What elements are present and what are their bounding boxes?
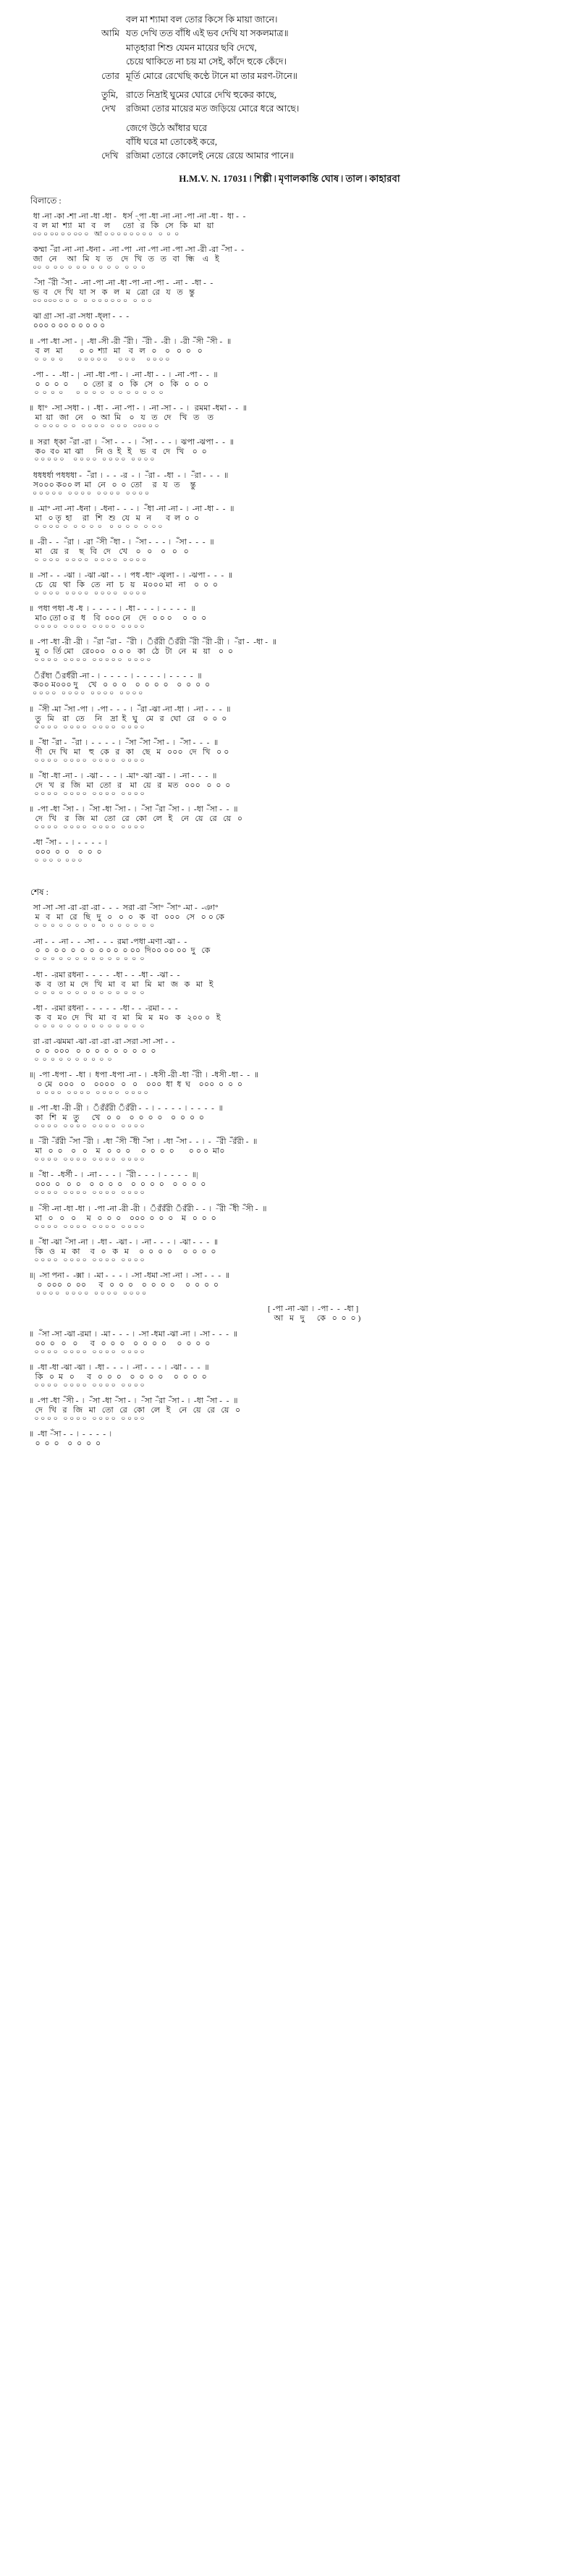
notation-block — [29, 212, 550, 239]
notation-row-swara: ॥ সরা ধ্কা -ঁরা -রা ৷ -ঁসা - - - ৷ -ঁসা - - - ৷ ঝপা -ঝপা - - ॥ — [29, 437, 234, 447]
notation-block — [29, 605, 550, 631]
verse-gap — [101, 117, 478, 122]
notation-row-beat: ০ ০ ০ ০ ০ ০ ০ ০ ০ ০ ০ ০ ০ ০ ০ ০ — [29, 556, 147, 564]
verse-line-text: রাতে নিদ্রাই ঘুমের ঘোরে দেখি হুকের কাছে, — [126, 89, 277, 100]
notation-row-swara: -পা - - -ধা - | -না -ধা -পা - ৷ -না -ধা - - ৷ -না -পা - - ॥ — [29, 371, 218, 380]
verse-line-text: মূর্তি মোরে রেখেছি কণ্ঠে টানে মা তার মরণ-টানে॥ — [126, 70, 297, 81]
notation-row-beat: ০ ০ ০ ০ ০ ০ ০ ০ ০ ০ ০ ০ ০ ০ ০ ০ — [29, 1348, 145, 1356]
notation-row-beat: ০ ০ ০ ০ ০ ০ ০ ০ ০ ০ ০ ০ ০ ০ ০ — [29, 922, 155, 930]
notation-row-swara: ॥ ধা° -সা -সধা - ৷ -ধা - -না -পা - ৷ -না -সা - - ৷ রমমা -ধমা - - ॥ — [29, 404, 248, 413]
notation-row-swara: ॥ পধা পধা -ধ -ধ ৷ - - - - ৷ -ধা - - - ৷ - - - - ॥ — [29, 605, 195, 614]
notation-block — [29, 1330, 550, 1357]
notation-block — [29, 438, 550, 465]
notation-row-swara: সা -সা -সা -রা -রা -রা - - - সরা -রা -ঁসা° -ঁসা° -মা - -ঞা° — [29, 904, 219, 913]
notation-row-beat: ০ ০ ০ ০ ০ ০ ০ ০ ০ ০ ০ ০ ০ ০ ০ — [29, 390, 164, 397]
notation-row-beat: ০ ০ ০ ০ ০ ০ ০ ০ ০ ০ ০ ০ ০ ০ ০ ০ ০ — [29, 489, 150, 497]
notation-row-lyric: মা০ তো ০ র ধ বি ০০০ নে দে ০ ০ ০ ০ ০ ০ — [29, 614, 207, 623]
notation-row-beat: ০০ ০ ০ ০ ০ ০ ০ ০ ০ ০ ০ ০ ০ ০ — [29, 264, 145, 272]
notation-block — [29, 1430, 550, 1449]
notation-row-beat: ০ ০ ০ ০ ০ ০ ০ ০ ০ ০ ০ ০ ০ ০ — [29, 989, 145, 997]
notation-block — [29, 705, 550, 732]
notation-block — [29, 938, 550, 964]
notation-row-lyric: কি ও ম কা ব ০ ক ম ০ ০ ০ ০ ০ ০ ০ ০ — [29, 1247, 216, 1256]
notation-row-beat: ০ ০ ০ ০ ০ ০ ০ ০ ০ ০ ০ ০ ০ ০ ০ ০ — [29, 1090, 148, 1097]
verse-line-text: বাঁধি ঘরে মা তোকেই করে, — [126, 137, 217, 147]
verse-line-lead: আমি — [101, 28, 120, 39]
notation-block — [29, 971, 550, 998]
notation-row-swara: ॥ -ঁসা -সা -ঝা -রমা ৷ -মা - - - ৷ -সা -ধমা -ঝা -না ৷ -সা - - - ॥ — [29, 1329, 238, 1339]
notation-row-beat: ০ ০ ০ ০ ০ ০ ০ ০ ০ ০ ০ ০ ০ ০ ০ ০ — [29, 590, 147, 598]
notation-row-lyric: দে খি র জি মা তো রে কো লে ই নে য়ে রে য়ে ০ — [29, 815, 243, 824]
notation-row-bracket2: আ ম দু কে ০ ০ ০ ) — [268, 1314, 361, 1323]
notation-row-lyric: দে খ র জি মা তো র মা য়ে র মত ০০০ ০ ০ ০ — [29, 780, 231, 790]
verse-line-text: যত দেখি তত বাঁধি এই ভব দেখি যা সকলমাত্র॥ — [126, 28, 289, 39]
notation-row-lyric: মা ০ ০ ০ ০ ম ০ ০ ০ ০ ০ ০ ০ ০ ০ ০ মা০ — [29, 1147, 225, 1156]
notation-row-beat: ০ ০ ০ ০ ০ ০ ০ ০ ০ ০ ০ ০ ০ ০ — [29, 956, 145, 964]
notation-row-swara: ॥ -ঁরী -ঁরঁরী -ঁসা -ঁরী ৷ -ধা -ঁসী -ঁধী -ঁসা ৷ -ধা -ঁসা - - ৷ - -ঁরী -ঁরঁরী - ॥ — [29, 1137, 258, 1147]
verse-line-text: রজিমা তোর মায়ের মত জড়িয়ে মোরে ধরে আছে। — [126, 104, 300, 114]
notation-row-lyric: কা শি ম তু খে ০ ০ ০ ০ ০ ০ ০ ০ ০ ০ — [29, 1114, 205, 1123]
notation-row-lyric: ০০০ ০ ০ ০ ০ ০ — [29, 848, 102, 857]
verse-line-lead — [101, 13, 126, 27]
notation-row-beat: ০ ০ ০ ০ ০ ০ ০ ০ ০ ০ ০ ০ ০ ০ ০ ০ — [29, 1382, 145, 1390]
notation-row-swara: -ধা - -রমা রধনা - - - - -ধা - - -ধা - -ঝা - - — [29, 970, 180, 980]
song-lyrics — [101, 13, 478, 164]
notation-row-beat: ০০ ০ ০০ ০ ০ ০০ ০ আ ০ ০ ০ ০ ০ ০ ০ ০ ০ ০ ০ — [29, 230, 179, 238]
notation-row-lyric: ব ল মা ০ ০ শ্যা মা ব ল ০ ০ ০ ০ ০ — [29, 347, 203, 356]
verse-line-text: চেয়ে থাকিতে না চয় মা সেই, কাঁদে হুকে কেঁদে। — [126, 56, 287, 67]
verse-line — [101, 41, 478, 55]
notation-row-lyric: মু ০ র্তি মো রে০০০ ০ ০ ০ কা ঠে টা নে ম য়া ০ ০ — [29, 647, 234, 657]
notation-row-beat: ০ ০ ০ ০ ০ ০ ০ ০ ০ ০ ০ ০ ০ ০০০ ০ ০ — [29, 423, 159, 431]
notation-row-beat: ০ ০ ০ ০ ০ ০ ০ ০ ০ ০ ০ ০ ০ ০ — [29, 1022, 145, 1030]
notation-row-beat: ০ ০ ০ ০ ০ ০ ০ ০ ০ ০ ০ ০ ০ ০ ০ ০ ০ — [29, 657, 151, 665]
notation-block — [29, 904, 550, 930]
notation-row-lyric: তু মি রা তে নি দ্রা ই ঘু মে র ঘো রে ০ ০ ০ — [29, 714, 227, 723]
notation-block — [29, 1071, 550, 1098]
notation-part-one — [29, 212, 550, 866]
notation-row-swara: ॥| -সা পনা - -ক্সা ৷ -মা - - - ৷ -সা -ধমা -সা -না ৷ -সা - - - ॥ — [29, 1271, 230, 1280]
notation-row-lyric: কি ০ ম ০ ব ০ ০ ০ ০ ০ ০ ০ ০ ০ ০ ০ — [29, 1373, 207, 1382]
verse-line-lead — [101, 135, 126, 149]
verse-line — [101, 102, 478, 116]
notation-block — [29, 1137, 550, 1164]
verse-line — [101, 70, 478, 83]
notation-block — [29, 371, 550, 397]
notation-block — [29, 312, 550, 331]
notation-row-swara: -ধা -ঁসা - - ৷ - - - - ৷ — [29, 838, 107, 848]
notation-row-swara: কম্মা -ঁরা -না -না -ধনা - -না -পা -না -পা -না -পা -সা -রী -রা -ঁসা - - — [29, 245, 245, 254]
notation-row-swara: ॥ -পা -ধা -রী -রী ৷ -ঁরা -ঁরা - -ঁরী ৷ ঁরঁরী ঁরঁরী -ঁরী -ঁরী -রী ৷ -ঁরা - -ধা - ॥ — [29, 638, 277, 647]
notation-row-lyric: ০০০ ০ ০ ০ ০ ০ ০ ০ ০ ০ ০ ০ ০ ০ ০ ০ — [29, 1180, 206, 1190]
notation-block — [29, 672, 550, 699]
notation-row-swara: ॥ -পা -ধা -রী -রী ৷ ঁরঁরঁরী ঁরঁরী - - ৷ - - - - ৷ - - - - ॥ — [29, 1104, 223, 1114]
notation-row-lyric: ক ব ম০ দে খি মা ব মা মি ম ম০ ক ২০০ ০ ই — [29, 1013, 221, 1022]
notation-row-swara: -ঁসা -ঁরী -ঁসা - -না -পা -না -ধা -পা -না -পা - -না - -ধা - - — [29, 279, 214, 288]
notation-row-swara: ॥ -ঁধা -ঝা -ঁসা -না ৷ -ধা - -ঝা - ৷ -না - - - ৷ -ঝা - - - ॥ — [29, 1237, 219, 1247]
notation-row-beat: ০ ০ ০ ০ ০ ০ ০ ০ ০ ০ ০ ০ ০ ০ ০ ০ — [29, 623, 145, 631]
verse-line-text: জেগে উঠে আঁধার ঘরে — [126, 122, 207, 133]
notation-row-swara: ॥ -রী - - -ঁরা ৷ -রা -ঁসী -ঁধা - ৷ -ঁসা - - - ৷ -ঁসা - - - ॥ — [29, 537, 214, 547]
notation-row-beat: ০ ০ ০ ০ ০ ০ ০ ০ ০ ০ ০ ০ ০ ০ ০ ০ — [29, 757, 145, 765]
verse-gap — [101, 83, 478, 88]
notation-row-lyric: ক ব তা ম দে খি মা ব মা মি মা জ ক মা ই — [29, 980, 214, 989]
notation-block — [29, 772, 550, 799]
notation-row-lyric: ০ ০ ০ ০ ০ ০ ০ ০ ০ ০ ০ ০০ দি০০ ০০ ০০ দু কে — [29, 946, 211, 956]
notation-row-lyric: দে খি র জি মা তো রে কো লে ই নে য়ে রে য়ে ০ — [29, 1406, 241, 1415]
notation-row-lyric: মা য়া জা নে ০ আ মি ০ য ত দে খি ত ত — [29, 413, 214, 423]
notation-row-beat: ০ ০ ০ ০ ০ ০ ০ ০ ০ ০ ০ ০ ০ ০ ০ ০ — [29, 1289, 147, 1297]
notation-row-beat: ০ ০ ০ ০ ০ ০ ০ ০ ০ ০ ০ ০ ০ ০ ০ ০ — [29, 1415, 145, 1423]
notation-row-swara: ॥ -ঁধা -ঁরা - -ঁরা ৷ - - - - ৷ -ঁসা -ঁসা -ঁসা - ৷ -ঁসা - - - ॥ — [29, 738, 219, 747]
notation-row-swara: ধধধর্ধা পধধধা - -ঁরা ৷ - - -র - ৷ -ঁরা - -ধা - ৷ -ঁরা - - - ॥ — [29, 471, 229, 480]
notation-row-swara: ॥ -ঁধা -ধা -না - ৷ -ঝা - - - ৷ -মা° -ঝা -ঝা - ৷ -না - - - ॥ — [29, 771, 217, 780]
notation-row-swara: ॥ -পা -ধা -ঁসা - ৷ -ঁসা -ধা -ঁসা - ৷ -ঁসা -ঁরা -ঁসা - ৷ -ধা -ঁসা - - ॥ — [29, 805, 238, 815]
notation-row-swara: ॥ -ঁসী -মা -ঁসা -পা ৷ -পা - - - ৷ -ঁরা -ঝা -না -ধা ৷ -না - - - ॥ — [29, 704, 231, 714]
verse-line — [101, 88, 478, 102]
notation-row-lyric: ০ ০ ০ ০ ০ তো র ০ কি সে ০ কি ০ ০ ০ — [29, 380, 209, 390]
section-label-antara: শেষ : — [30, 887, 48, 898]
notation-block — [29, 1037, 550, 1064]
notation-block — [29, 337, 550, 364]
notation-row-swara: ॥ -মা° -না -না -ধনা ৷ -ধনা - - - ৷ -ঁধা -না -না - ৷ -না -ধা - - ॥ — [29, 504, 234, 513]
notation-block — [29, 505, 550, 531]
notation-block — [29, 1104, 550, 1131]
verse-line-lead: দেখ — [101, 104, 116, 114]
notation-row-lyric: ক০০ ম০০০ দু খে ০ ০ ০ ০ ০ ০ ০ ০ ০ ০ ০ — [29, 681, 211, 690]
verse-line-text: বল মা শ্যামা বল তোর কিসে কি মায়া জানে। — [126, 14, 278, 25]
notation-row-beat: ০ ০ ০ ০ ০ ০ ০ ০ ০ ০ ০ ০ ০ ০ ০ ০ — [29, 1156, 145, 1164]
notation-block — [29, 245, 550, 272]
notation-row-lyric: ণী দে খি মা হু কে র কা ছে ম ০০০ দে খি ০ ০ — [29, 747, 229, 757]
verse-line — [101, 27, 478, 41]
notation-block — [29, 1305, 550, 1323]
notation-row-lyric: মা ০ ০ ০ ম ০ ০ ০ ০০০ ০ ০ ০ ম ০ ০ ০ — [29, 1213, 216, 1223]
notation-row-swara: ॥| -পা -ধপা - -ধা ৷ ধপা -ধপা -না - ৷ -ধসী -রী -ধা -ঁরী ৷ -ধসী -ধা - - ॥ — [29, 1071, 259, 1080]
notation-row-beat: ০ ০ ০ ০ ০ ০ ০ ০ ০ ০ — [29, 1056, 112, 1064]
notation-row-beat: ০ ০ ০ ০ ০ ০ ০ ০ ০ ০ ০ ০ ০ ০ ০ ০ — [29, 690, 143, 698]
verse-line-lead — [101, 55, 126, 69]
notation-block — [29, 805, 550, 832]
notation-row-swara: ॥ -পা -ধা -সা - | -ধা -সী -রী -ঁরী ৷ -ঁরী - -রী ৷ -রী -ঁসী -ঁসী - ॥ — [29, 337, 232, 347]
notation-row-bracket: [ -পা -না -ঝা ৷ -পা - - -ধা ] — [268, 1305, 359, 1314]
notation-row-swara: ॥ -ঁধা - -ধর্সী - ৷ -না - - - ৷ -ঁরী - - - ৷ - - - - ॥| — [29, 1171, 198, 1180]
notation-row-beat: ০ ০ ০ ০ ০ ০ ০ ০ ০ ০ ০ ০ ০ ০ ০ ০ ০ — [29, 456, 155, 464]
notation-row-lyric: স০০০ ক০০ ল মা নে ০ ০ তো র য ত ন্তু — [29, 480, 196, 489]
notation-block — [29, 1397, 550, 1423]
notation-row-lyric: ০ ০ ০ ০ ০ ০ ০ — [29, 1439, 101, 1449]
notation-row-swara: ঝা গ্রা -সা -রা -সধা -ধ্লা - - - — [29, 312, 130, 321]
notation-block — [29, 404, 550, 431]
notation-row-beat: ০ ০ ০ ০ ০ ০ ০ ০ ০ ০ ০ ০ ০ ০ ০ ০ — [29, 723, 145, 731]
verse-line — [101, 122, 478, 135]
notation-block — [29, 279, 550, 306]
notation-block — [29, 1171, 550, 1197]
notation-block — [29, 538, 550, 565]
notation-row-beat: ০ ০ ০ ০ ০ ০ ০ ০ ০ ০ ০ ০ ০ ০ ০ ০ — [29, 824, 145, 832]
verse-line-lead: তুমি, — [101, 89, 119, 100]
notation-row-beat: ০ ০ ০ ০ ০ ০ ০ ০ ০ ০ ০ ০ ০ ০ ০ ০ — [29, 1256, 145, 1264]
notation-row-beat: ০ ০ ০ ০ ০ ০ ০ ০ ০ ০ ০ ০ ০ ০ ০ ০ — [29, 1223, 145, 1231]
notation-row-lyric: ০ মে ০০০ ০ ০০০০ ০ ০ ০০০ ধা ধ ঘ ০০০ ০ ০ ০ — [29, 1080, 243, 1090]
notation-row-swara: ॥ -ঁসী -না -ধা -ধা ৷ -পা -না -রী -রী ৷ ঁরঁরঁরী ঁরঁরী - - ৷ -ঁরী -ঁধী -ঁসী - ॥ — [29, 1204, 267, 1213]
verse-line — [101, 13, 478, 27]
verse-line-lead — [101, 41, 126, 55]
notation-row-beat: ০০ ০০০ ০ ০ ০ ০ ০ ০ ০ ০ ০ ০ ০ ০ ০ — [29, 297, 152, 305]
notation-row-swara: ॥ -পা -ধা -ঁসী - ৷ -ঁসা -ধা -ঁসা - ৷ -ঁসা -ঁরা -ঁসা - ৷ -ধা -ঁসা - - ॥ — [29, 1397, 238, 1406]
notation-row-lyric: ০০ ০ ০ ০ ব ০ ০ ০ ০ ০ ০ ০ ০ ০ ০ ০ — [29, 1339, 211, 1348]
notation-row-beat: ০ ০ ০ ০ ০ ০ ০ ০ ০ ০ ০ ০ ০ ০ ০ ০ — [29, 1190, 145, 1197]
verse-line-lead: তোর — [101, 70, 119, 81]
notation-block — [29, 638, 550, 665]
notation-row-lyric: জা নে আ মি য ত দে খি ত ত বা ন্ধি এ ই — [29, 254, 219, 264]
notation-block — [29, 1238, 550, 1265]
verse-line-text: রজিমা তোরে কোলেই নেয়ে রেয়ে আমার পানে॥ — [126, 151, 295, 161]
verse-line-lead: দেখি — [101, 151, 119, 161]
notation-row-lyric: ০ ০ ০০০ ০ ০ ০ ০ ০ ০ ০ ০ ০ — [29, 1046, 156, 1056]
notation-block — [29, 1205, 550, 1232]
notation-row-lyric: মা ০ তৃ হা রা শি শু যে ম ন ব ল ০ ০ — [29, 513, 200, 523]
notation-row-beat: ০ ০ ০ ০ ০ ০ ০ ০ ০ ০ ০ ০ ০ ০ ০ ০ — [29, 356, 170, 364]
notation-block — [29, 1363, 550, 1390]
notation-row-beat: ০ ০ ০ ০ ০ ০ ০ ০ ০ ০ ০ ০ ০ ০ ০ ০ — [29, 523, 163, 531]
notation-row-lyric: ক০ ব০ মা ঝা নি ও ই ই ভ ব দে খি ০ ০ — [29, 447, 207, 456]
verse-line — [101, 135, 478, 149]
notation-part-two — [29, 904, 550, 1449]
notation-row-swara: ঁরঁধা ঁরধঁরী -না - ৷ - - - - ৷ - - - - ৷ - - - - ॥ — [29, 671, 202, 681]
notation-row-beat: ০ ০ ০ ০ ০ ০ ০ ০ ০ ০ ০ ০ ০ ০ ০ ০ — [29, 1123, 145, 1131]
notation-row-lyric: ব ল মা শ্যা মা ব ল তো র কি সে কি মা য়া — [29, 221, 214, 230]
notation-row-swara: ॥ -ধা -ঁসা - - ৷ - - - - ৷ — [29, 1430, 111, 1439]
notation-block — [29, 1004, 550, 1031]
verse-line — [101, 55, 478, 69]
notation-row-lyric: মা য়ে র ছ বি দে খে ০ ০ ০ ০ ০ — [29, 547, 189, 556]
record-header: H.M.V. N. 17031 ৷ শিল্পী ৷ মৃণালকান্তি ঘোষ ৷ তাল ৷ কাহারবা — [179, 172, 400, 184]
notation-row-lyric: ০ ০০০ ০ ০০ ব ০ ০ ০ ০ ০ ০ ০ ০ ০ ০ ০ — [29, 1280, 219, 1289]
notation-block — [29, 1271, 550, 1298]
section-label-sthayi: বিলাতে : — [30, 195, 62, 206]
notation-row-swara: ॥ -ধা -ধা -ঝা -ঝা ৷ -ধা - - - ৷ -না - - - ৷ -ঝা - - - ॥ — [29, 1363, 209, 1373]
notation-row-lyric: চে য়ে থা কি তে না চ য় ম০০০ মা না ০ ০ ০ — [29, 581, 219, 590]
notation-row-beat: ০ ০ ০ ০ ০ ০ ০ ০ ০ ০ ০ ০ ০ ০ ০ ০ — [29, 790, 145, 798]
notation-row-swara: রা -রা -ঝমমা -ঝা -রা -রা -রা -সরা -সা -সা - - — [29, 1037, 175, 1046]
notation-block — [29, 738, 550, 765]
notation-row-swara: ॥ -সা - - -ঝা ৷ -ঝা -ঝা - - ৷ পধ -ধা° -ঝ্লা - ৷ -ঝপা - - - ॥ — [29, 571, 233, 581]
verse-line — [101, 149, 478, 163]
notation-row-swara: -ধা - -রমা রধনা - - - - - -ধা - - -রমা - - - — [29, 1003, 178, 1013]
notation-row-swara: ধা -না -কা -শা -না -ধা -ধা - ধর্স -্পা -ধা -না -না -পা -না -ধা - ধা - - — [29, 211, 246, 221]
notation-row-lyric: ০০০ ০ ০০ ০ ০ ০ ০ ০ — [29, 321, 106, 331]
notation-row-swara: -না - - -না - - -সা - - - রমা -পধা -মণা -ঝা - - — [29, 937, 187, 946]
notation-block — [29, 471, 550, 498]
notation-block — [29, 571, 550, 598]
notation-block — [29, 838, 550, 865]
verse-line-lead — [101, 122, 126, 135]
notation-row-beat: ০ ০ ০ ০ ০ ০ ০ — [29, 857, 83, 865]
notation-row-lyric: ভ ব দে খি যা স ক ল ম ত্রো রে য ত ন্তু — [29, 288, 195, 297]
verse-line-text: মাতৃহারা শিশু যেমন মায়ের ছবি দেখে, — [126, 42, 257, 53]
notation-row-lyric: ম ব মা রে ছি দু ০ ০ ০ ক বা ০০০ সে ০ ০ কে — [29, 913, 225, 922]
